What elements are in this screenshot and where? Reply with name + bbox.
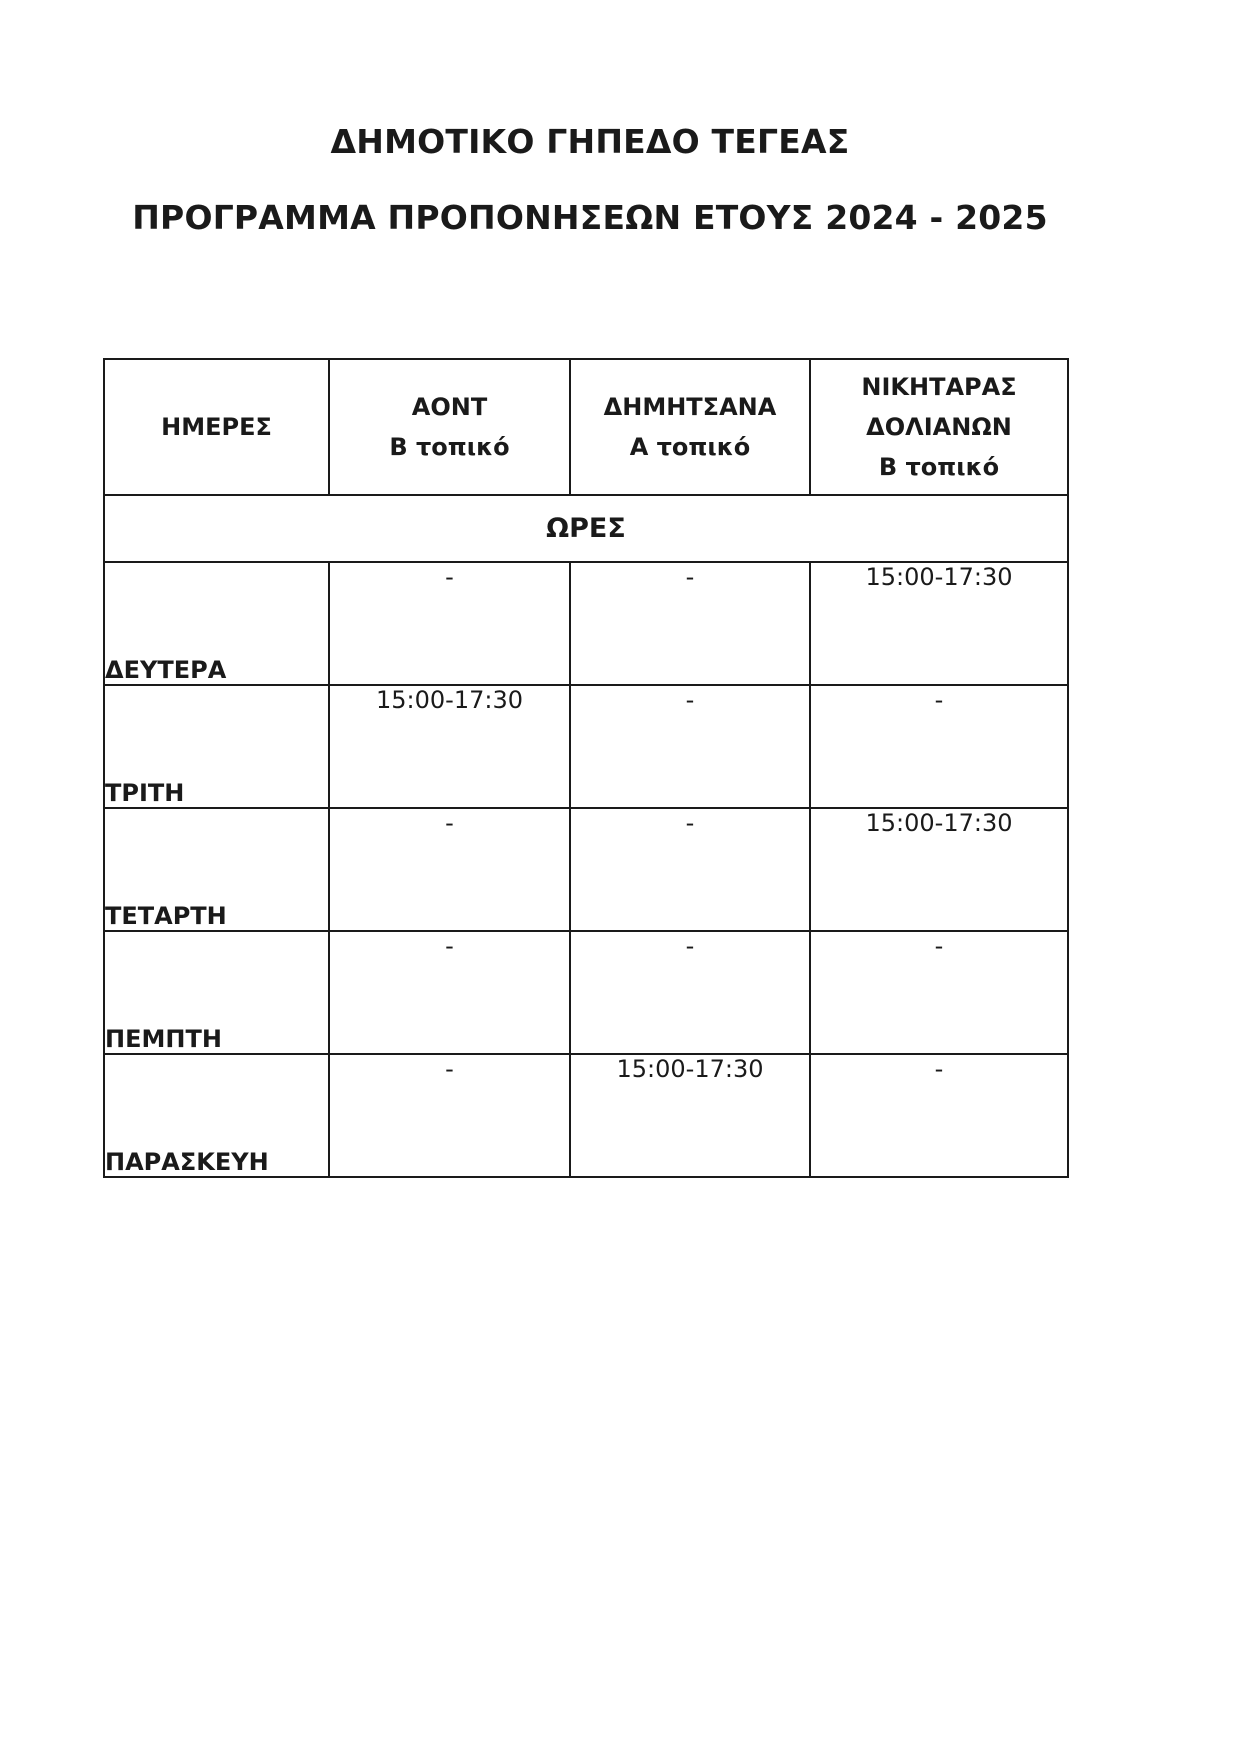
time-slot: - xyxy=(810,1054,1068,1177)
time-slot: - xyxy=(570,931,810,1054)
time-slot: 15:00-17:30 xyxy=(329,685,570,808)
time-slot: - xyxy=(329,562,570,685)
table-row xyxy=(104,808,1068,931)
header-days-label: ΗΜΕΡΕΣ xyxy=(161,413,272,441)
team-name: ΑΟΝΤ xyxy=(411,393,488,421)
header-team-dimitsana xyxy=(570,359,810,495)
header-team-nikitaras xyxy=(810,359,1068,495)
time-slot: - xyxy=(570,685,810,808)
time-slot: - xyxy=(329,1054,570,1177)
time-slot: 15:00-17:30 xyxy=(570,1054,810,1177)
header-team-aont xyxy=(329,359,570,495)
team-division: Β τοπικό xyxy=(878,453,1000,481)
team-name: ΔΗΜΗΤΣΑΝΑ xyxy=(603,393,777,421)
table-row xyxy=(104,1054,1068,1177)
day-label: ΤΡΙΤΗ xyxy=(104,685,329,808)
hours-row xyxy=(104,495,1068,562)
table-row xyxy=(104,562,1068,685)
time-slot: - xyxy=(810,931,1068,1054)
document-subtitle: ΠΡΟΓΡΑΜΜΑ ΠΡΟΠΟΝΗΣΕΩΝ ΕΤΟΥΣ 2024 - 2025 xyxy=(132,198,1048,237)
team-division: Α τοπικό xyxy=(629,433,751,461)
table-row xyxy=(104,685,1068,808)
day-label: ΠΑΡΑΣΚΕΥΗ xyxy=(104,1054,329,1177)
day-label: ΠΕΜΠΤΗ xyxy=(104,931,329,1054)
team-name: ΝΙΚΗΤΑΡΑΣ xyxy=(861,373,1017,401)
table-row xyxy=(104,931,1068,1054)
team-name-line-2: ΔΟΛΙΑΝΩΝ xyxy=(866,413,1012,441)
time-slot: - xyxy=(329,808,570,931)
day-label: ΤΕΤΑΡΤΗ xyxy=(104,808,329,931)
time-slot: 15:00-17:30 xyxy=(810,808,1068,931)
table-header-row xyxy=(104,359,1068,495)
hours-label: ΩΡΕΣ xyxy=(104,495,1068,562)
time-slot: - xyxy=(570,562,810,685)
time-slot: - xyxy=(329,931,570,1054)
training-schedule-table xyxy=(103,358,1069,1178)
team-division: Β τοπικό xyxy=(389,433,510,461)
time-slot: - xyxy=(810,685,1068,808)
document-title: ΔΗΜΟΤΙΚΟ ΓΗΠΕΔΟ ΤΕΓΕΑΣ xyxy=(330,122,850,161)
time-slot: 15:00-17:30 xyxy=(810,562,1068,685)
day-label: ΔΕΥΤΕΡΑ xyxy=(104,562,329,685)
time-slot: - xyxy=(570,808,810,931)
header-days xyxy=(104,359,329,495)
